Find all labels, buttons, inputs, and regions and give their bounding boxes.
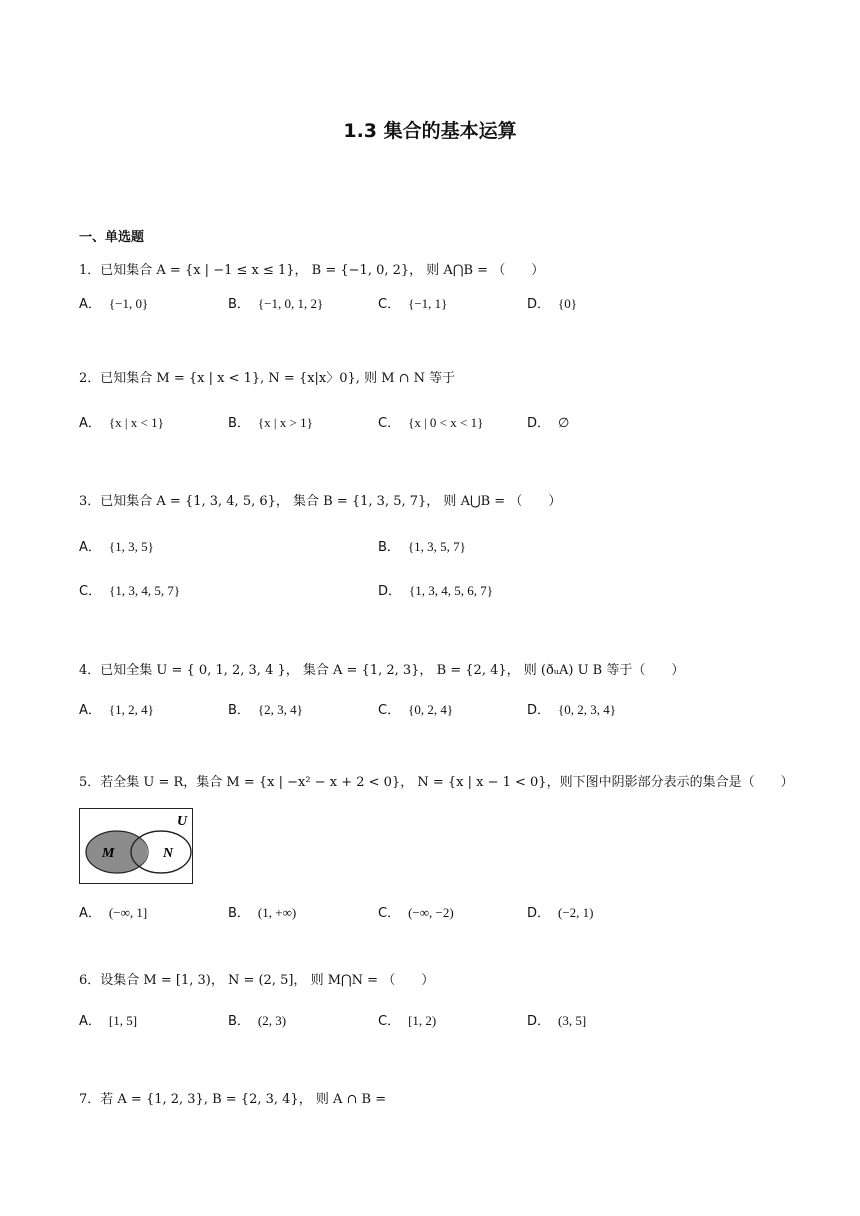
- venn-diagram: [79, 808, 193, 884]
- option-value: (−∞, 1]: [108, 905, 148, 920]
- option-value: {1, 3, 5}: [108, 539, 154, 554]
- option-letter: C．: [378, 1014, 401, 1029]
- option-letter: B．: [228, 416, 250, 431]
- option-value: [1, 2): [408, 1013, 437, 1028]
- option-value: {1, 3, 5, 7}: [407, 539, 466, 554]
- venn-label-m: M: [102, 846, 115, 861]
- option-value: {0}: [558, 296, 577, 311]
- option-value: ∅: [558, 415, 570, 430]
- question-2-stem: 2．已知集合 M = {x | x < 1}, N = {x|x〉0}, 则 M ∩ N 等于: [79, 371, 456, 386]
- q6-option-b[interactable]: [228, 1010, 286, 1029]
- question-3-stem: 3．已知集合 A = {1, 3, 4, 5, 6}， 集合 B = {1, 3, 5, 7}， 则 A⋃B = （ ）: [79, 494, 562, 509]
- q6-option-c[interactable]: [378, 1010, 436, 1029]
- option-value: {2, 3, 4}: [257, 702, 303, 717]
- question-4-stem: 4．已知全集 U = { 0, 1, 2, 3, 4 }， 集合 A = {1, 2, 3}， B = {2, 4}， 则 (ðᵤA) U B 等于（ ）: [79, 663, 685, 678]
- q3-option-a[interactable]: [79, 536, 154, 555]
- q2-option-c[interactable]: [378, 412, 483, 431]
- option-letter: C．: [378, 906, 401, 921]
- q4-option-c[interactable]: [378, 699, 453, 718]
- option-letter: B．: [228, 297, 250, 312]
- q6-option-d[interactable]: [527, 1010, 586, 1029]
- option-value: {0, 2, 4}: [408, 702, 454, 717]
- option-letter: A．: [79, 416, 101, 431]
- q5-option-d[interactable]: [527, 902, 594, 921]
- q1-option-c[interactable]: [378, 293, 447, 312]
- q5-option-b[interactable]: [228, 902, 296, 921]
- venn-label-n: N: [163, 846, 174, 861]
- option-letter: B．: [228, 906, 250, 921]
- q4-option-d[interactable]: [527, 699, 616, 718]
- question-5-stem: 5．若全集 U = R，集合 M = {x | −x² − x + 2 < 0}， N = {x | x − 1 < 0}，则下图中阴影部分表示的集合是（ ）: [79, 775, 794, 790]
- q5-option-a[interactable]: [79, 902, 147, 921]
- q3-option-b[interactable]: [378, 536, 466, 555]
- option-value: {−1, 0, 1, 2}: [257, 296, 324, 311]
- option-letter: A．: [79, 906, 101, 921]
- option-value: {1, 3, 4, 5, 7}: [109, 583, 181, 598]
- option-letter: D．: [527, 906, 551, 921]
- option-letter: D．: [527, 297, 551, 312]
- option-value: {x | x > 1}: [257, 415, 313, 430]
- option-letter: A．: [79, 703, 101, 718]
- venn-label-u: U: [177, 814, 188, 829]
- q4-option-b[interactable]: [228, 699, 303, 718]
- option-letter: B．: [378, 540, 400, 555]
- q2-option-d[interactable]: [527, 412, 569, 431]
- option-value: {−1, 0}: [108, 296, 149, 311]
- option-letter: A．: [79, 540, 101, 555]
- q3-option-d[interactable]: [378, 580, 493, 599]
- option-value: (−∞, −2): [408, 905, 454, 920]
- option-letter: B．: [228, 1014, 250, 1029]
- option-letter: B．: [228, 703, 250, 718]
- option-value: {1, 3, 4, 5, 6, 7}: [409, 583, 493, 598]
- q1-option-b[interactable]: [228, 293, 323, 312]
- q2-option-b[interactable]: [228, 412, 313, 431]
- option-letter: D．: [527, 703, 551, 718]
- q1-option-a[interactable]: [79, 293, 148, 312]
- option-value: (2, 3): [257, 1013, 287, 1028]
- option-value: (−2, 1): [558, 905, 594, 920]
- option-letter: C．: [378, 416, 401, 431]
- q3-option-c[interactable]: [79, 580, 180, 599]
- option-letter: C．: [79, 584, 102, 599]
- option-value: {x | x < 1}: [108, 415, 164, 430]
- option-letter: D．: [527, 416, 551, 431]
- question-1-stem: 1．已知集合 A = {x | −1 ≤ x ≤ 1}， B = {−1, 0, 2}， 则 A⋂B = （ ）: [79, 263, 545, 278]
- option-value: {x | 0 < x < 1}: [408, 415, 484, 430]
- q5-option-c[interactable]: [378, 902, 454, 921]
- q6-option-a[interactable]: [79, 1010, 137, 1029]
- question-7-stem: 7．若 A = {1, 2, 3}, B = {2, 3, 4}， 则 A ∩ B =: [79, 1092, 387, 1107]
- section-heading: 一、单选题: [79, 230, 145, 245]
- page-title: 1.3 集合的基本运算: [343, 120, 517, 142]
- question-6-stem: 6．设集合 M = [1, 3)， N = (2, 5]， 则 M⋂N = （ ）: [79, 973, 435, 988]
- option-value: {1, 2, 4}: [108, 702, 154, 717]
- option-value: (1, +∞): [257, 905, 297, 920]
- q2-option-a[interactable]: [79, 412, 164, 431]
- option-letter: C．: [378, 297, 401, 312]
- option-value: {0, 2, 3, 4}: [558, 702, 616, 717]
- option-letter: A．: [79, 297, 101, 312]
- q4-option-a[interactable]: [79, 699, 154, 718]
- q1-option-d[interactable]: [527, 293, 577, 312]
- option-value: (3, 5]: [558, 1013, 587, 1028]
- option-letter: A．: [79, 1014, 101, 1029]
- option-letter: D．: [378, 584, 402, 599]
- option-letter: D．: [527, 1014, 551, 1029]
- option-letter: C．: [378, 703, 401, 718]
- option-value: {−1, 1}: [408, 296, 448, 311]
- option-value: [1, 5]: [108, 1013, 138, 1028]
